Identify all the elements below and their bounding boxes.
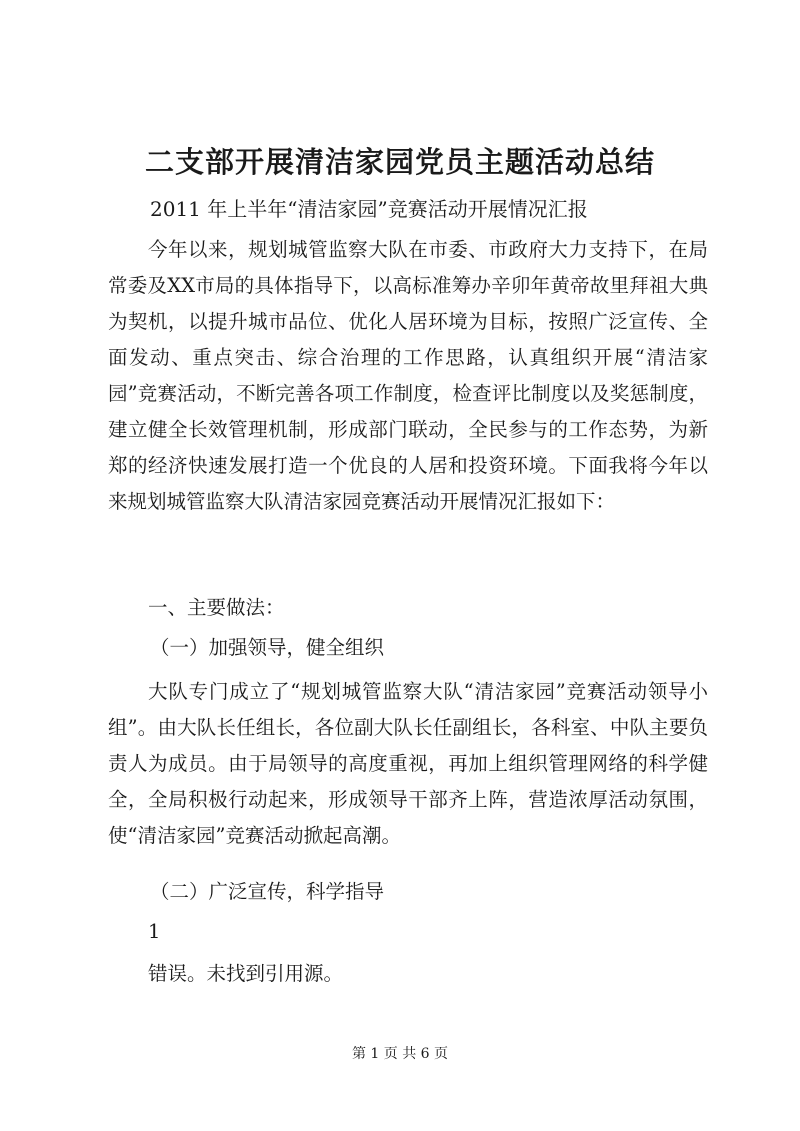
- paragraph-organization: 大队专门成立了“规划城管监察大队“清洁家园”竞赛活动领导小组”。由大队长任组长，各位副大队长任副组长，各科室、中队主要负责人为成员。由于局领导的高度重视，再加上组织管理网络的科学健全，全局积极行动起来，形成领导干部齐上阵，营造浓厚活动氛围，使“清洁家园”竞赛活动掀起高潮。: [108, 680, 708, 847]
- reference-error-text: 错误。未找到引用源。: [148, 962, 344, 985]
- page-footer: 第 1 页 共 6 页: [351, 1046, 449, 1062]
- section-heading: 一、主要做法：: [148, 596, 285, 619]
- paragraph-intro: 今年以来，规划城管监察大队在市委、市政府大力支持下，在局常委及XX市局的具体指导下，以高标准筹办辛卯年黄帝故里拜祖大典为契机，以提升城市品位、优化人居环境为目标，按照广泛宣传、全面发动、重点突击、综合治理的工作思路，认真组织开展“清洁家园”竞赛活动，不断完善各项工作制度，检查评比制度以及奖惩制度，建立健全长效管理机制，形成部门联动，全民参与的工作态势，为新郑的经济快速发展打造一个优良的人居和投资环境。下面我将今年以来规划城管监察大队清洁家园竞赛活动开展情况汇报如下：: [108, 238, 708, 513]
- document-title: 二支部开展清洁家园党员主题活动总结: [144, 145, 655, 179]
- subsection-heading-2: （二）广泛宣传，科学指导: [150, 880, 385, 903]
- page-marker: 1: [148, 920, 161, 943]
- subsection-heading-1: （一）加强领导，健全组织: [150, 636, 385, 659]
- document-subtitle: 2011 年上半年“清洁家园”竞赛活动开展情况汇报: [150, 197, 588, 221]
